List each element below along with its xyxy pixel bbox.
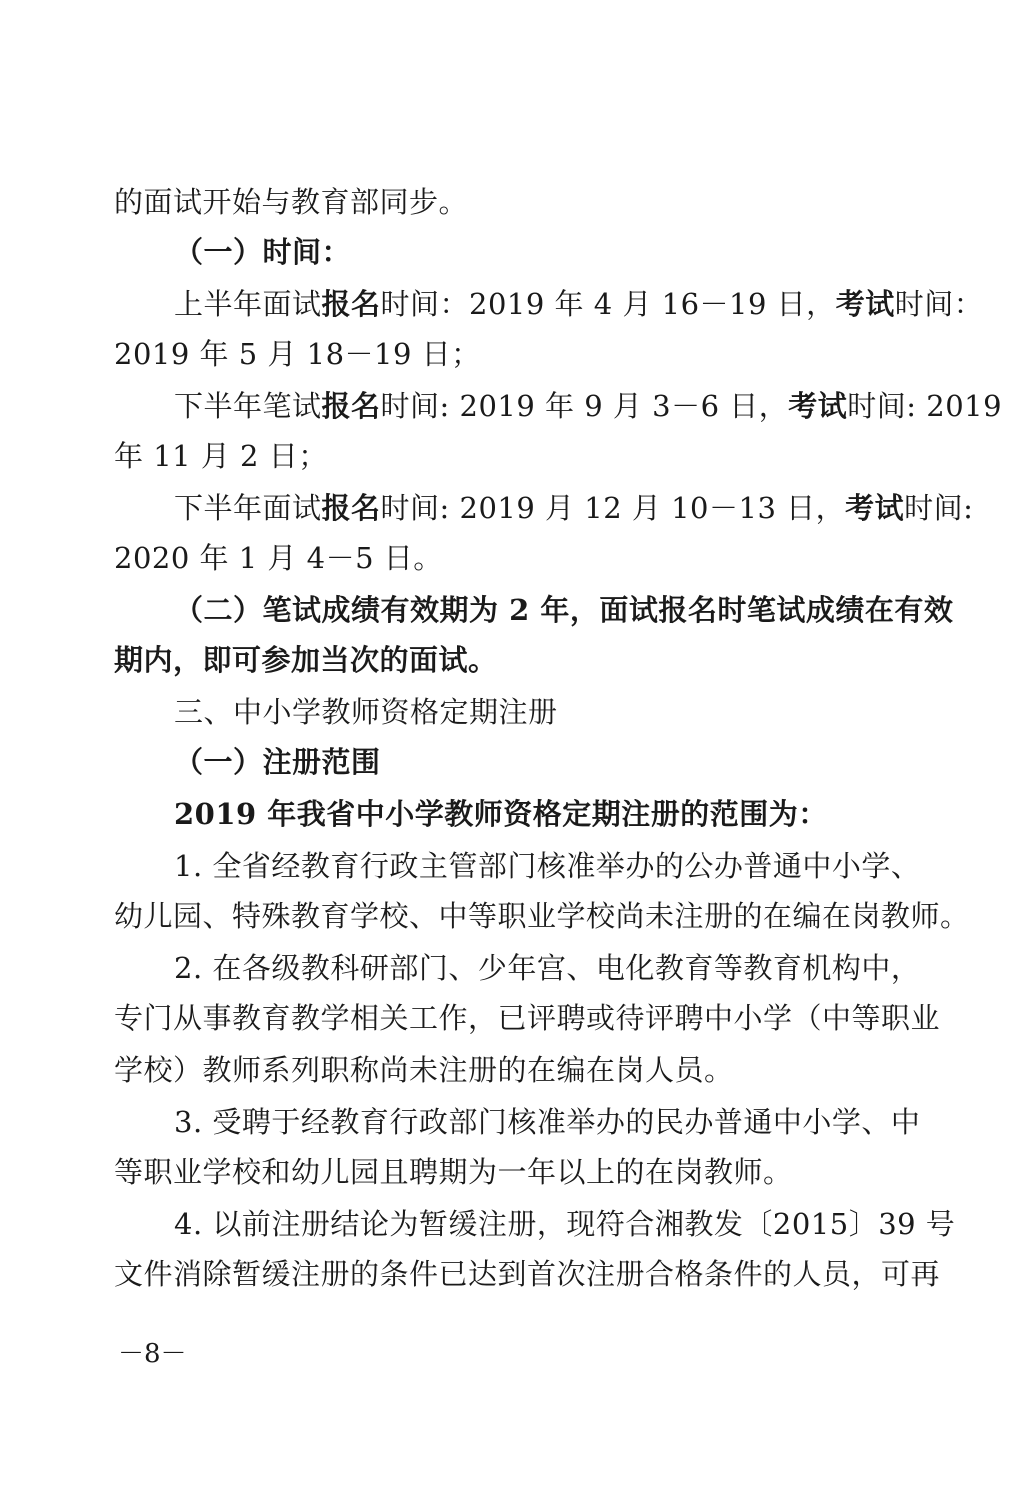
list-item-1: 1. 全省经教育行政主管部门核准举办的公办普通中小学、: [174, 849, 921, 883]
page-number: －8－: [118, 1339, 187, 1369]
bold-term: 报名: [321, 491, 381, 525]
paragraph-line: 2019 年 5 月 18－19 日；: [114, 337, 481, 371]
paragraph-line: [174, 284, 983, 324]
text-span: 下半年笔试: [174, 389, 322, 423]
paragraph-line: 幼儿园、特殊教育学校、中等职业学校尚未注册的在编在岗教师。: [114, 899, 970, 933]
text-span: 时间：: [894, 287, 984, 321]
list-item-2: 2. 在各级教科研部门、少年宫、电化教育等教育机构中，: [174, 951, 921, 985]
text-span: 时间：2019 年 4 月 16－19 日，: [380, 287, 836, 321]
bold-term: 考试: [788, 389, 848, 423]
text-span: 时间:: [904, 491, 974, 525]
paragraph-line: 等职业学校和幼儿园且聘期为一年以上的在岗教师。: [114, 1155, 793, 1189]
section-heading-time: （一）时间：: [174, 235, 352, 269]
section-heading-registration: 三、中小学教师资格定期注册: [174, 695, 558, 729]
text-span: 时间: 2019: [847, 389, 1003, 423]
list-item-4: 4. 以前注册结论为暂缓注册，现符合湘教发〔2015〕39 号: [174, 1207, 956, 1241]
list-item-3: 3. 受聘于经教育行政部门核准举办的民办普通中小学、中: [174, 1105, 921, 1139]
bold-paragraph-line: 期内，即可参加当次的面试。: [114, 643, 498, 677]
paragraph-line: 专门从事教育教学相关工作，已评聘或待评聘中小学（中等职业: [114, 1001, 941, 1035]
bold-term: 考试: [845, 491, 905, 525]
paragraph-line: [174, 488, 973, 528]
paragraph-line: 文件消除暂缓注册的条件已达到首次注册合格条件的人员，可再: [114, 1257, 941, 1291]
bold-term: 报名: [321, 287, 381, 321]
paragraph-line: 年 11 月 2 日；: [114, 439, 328, 473]
paragraph-line: 学校）教师系列职称尚未注册的在编在岗人员。: [114, 1053, 734, 1087]
bold-term: 报名: [321, 389, 381, 423]
text-span: 上半年面试: [174, 287, 322, 321]
text-span: 下半年面试: [174, 491, 322, 525]
text-span: 时间: 2019 年 9 月 3－6 日，: [380, 389, 789, 423]
text-span: 时间: 2019 月 12 月 10－13 日，: [380, 491, 846, 525]
bold-term: 考试: [835, 287, 895, 321]
bold-paragraph-line: （二）笔试成绩有效期为 2 年，面试报名时笔试成绩在有效: [174, 593, 954, 627]
paragraph-line: [174, 386, 1002, 426]
bold-paragraph-line: 2019 年我省中小学教师资格定期注册的范围为：: [174, 797, 828, 831]
paragraph-line: 的面试开始与教育部同步。: [114, 185, 469, 219]
paragraph-line: 2020 年 1 月 4－5 日。: [114, 541, 443, 575]
subsection-heading-scope: （一）注册范围: [174, 745, 381, 779]
